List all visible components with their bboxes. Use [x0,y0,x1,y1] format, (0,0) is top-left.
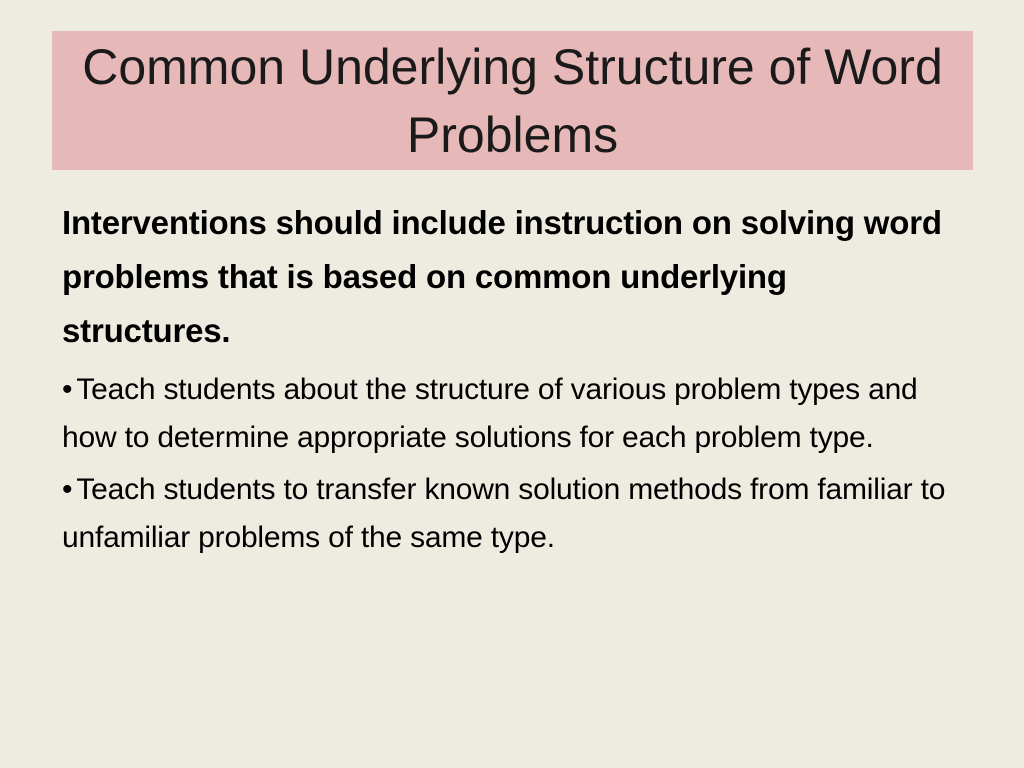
bullet-item-2 [62,466,962,562]
bullet-text-2: Teach students to transfer known solution methods from familiar to unfamiliar problems of the same type. [62,473,946,554]
slide-title: Common Underlying Structure of Word Problems [82,38,943,163]
slide-body [62,196,962,566]
bullet-icon: • [62,373,73,406]
lead-statement: Interventions should include instruction on solving word problems that is based on common underlying structures. [62,204,942,349]
bullet-icon: • [62,473,73,506]
title-band [52,31,973,170]
bullet-item-1 [62,366,962,462]
bullet-text-1: Teach students about the structure of various problem types and how to determine appropriate solutions for each problem type. [62,373,918,454]
